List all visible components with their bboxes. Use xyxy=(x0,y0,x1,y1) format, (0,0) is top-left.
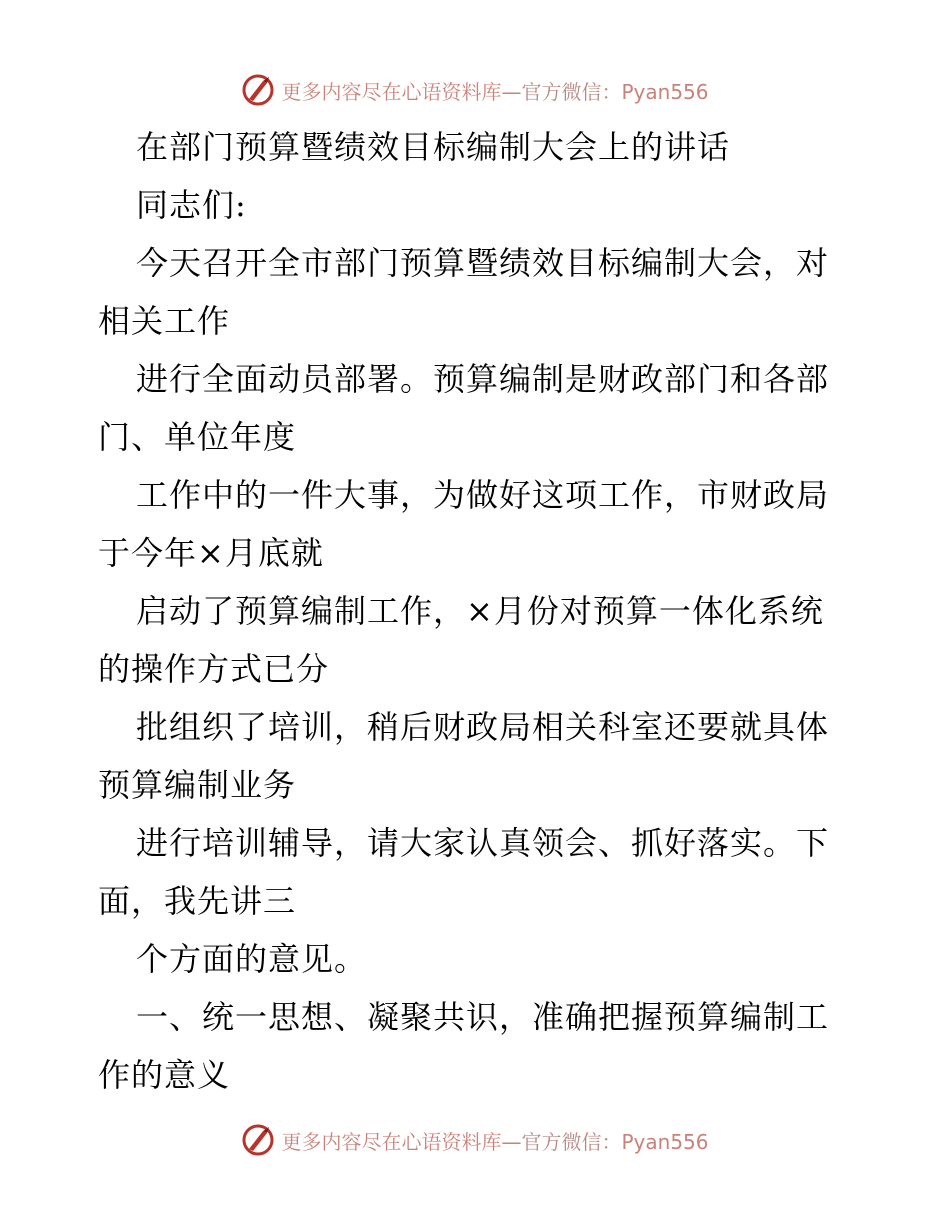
banner-inner xyxy=(241,73,708,107)
paragraph-line: 个方面的意见。 xyxy=(136,940,368,978)
banner-main-text: 更多内容尽在心语资料库— xyxy=(281,79,522,104)
footer-banner xyxy=(0,1120,950,1160)
paragraph-line: 面，我先讲三 xyxy=(98,882,297,920)
banner-text xyxy=(281,76,708,105)
banner-main-text: 更多内容尽在心语资料库— xyxy=(281,1129,522,1154)
paragraph-line: 预算编制业务 xyxy=(98,766,297,804)
banner-wechat-id: Pyan556 xyxy=(621,1129,709,1154)
section-heading-continued: 作的意义 xyxy=(98,1056,231,1094)
banner-inner xyxy=(241,1123,708,1157)
banner-text xyxy=(281,1126,708,1155)
banner-wechat-label: 官方微信： xyxy=(521,79,622,104)
document-body xyxy=(98,118,858,1104)
paragraph-line: 的操作方式已分 xyxy=(98,650,330,688)
paragraph-line: 今天召开全市部门预算暨绩效目标编制大会，对 xyxy=(136,244,830,282)
quill-pen-logo-icon xyxy=(241,73,275,107)
paragraph-line: 启动了预算编制工作，×月份对预算一体化系统 xyxy=(136,592,824,630)
banner-wechat-label: 官方微信： xyxy=(521,1129,622,1154)
paragraph-line: 于今年×月底就 xyxy=(98,534,324,572)
paragraph-line: 批组织了培训，稍后财政局相关科室还要就具体 xyxy=(136,708,830,746)
paragraph-line: 工作中的一件大事，为做好这项工作，市财政局 xyxy=(136,476,830,514)
paragraph-line: 进行培训辅导，请大家认真领会、抓好落实。下 xyxy=(136,824,830,862)
paragraph-line: 门、单位年度 xyxy=(98,418,297,456)
quill-pen-logo-icon xyxy=(241,1123,275,1157)
document-title: 在部门预算暨绩效目标编制大会上的讲话 xyxy=(136,128,731,166)
banner-wechat-id: Pyan556 xyxy=(621,79,709,104)
section-heading: 一、统一思想、凝聚共识，准确把握预算编制工 xyxy=(136,998,830,1036)
header-banner xyxy=(0,70,950,110)
salutation: 同志们: xyxy=(136,186,247,224)
paragraph-line: 进行全面动员部署。预算编制是财政部门和各部 xyxy=(136,360,830,398)
paragraph-line: 相关工作 xyxy=(98,302,231,340)
